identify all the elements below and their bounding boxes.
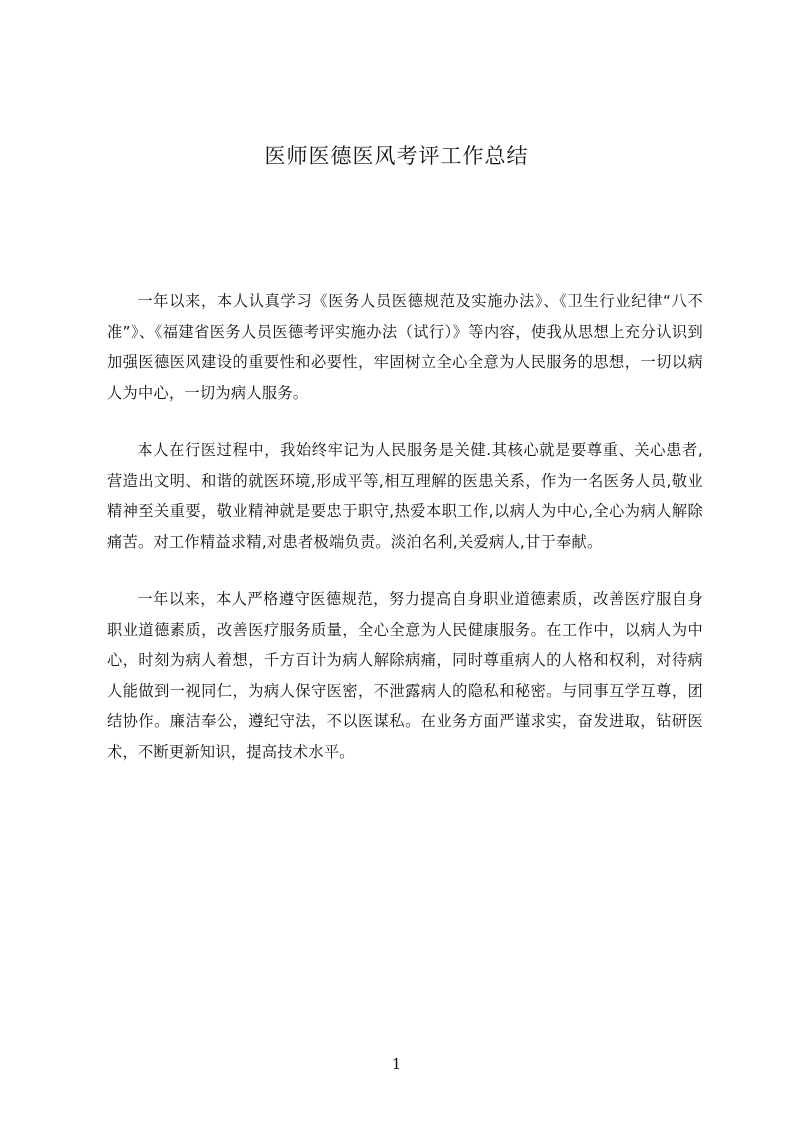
paragraph-practice: 本人在行医过程中，我始终牢记为人民服务是关健.其核心就是要尊重、关心患者,营造出文明、和谐的就医环境,形成平等,相互理解的医患关系，作为一名医务人员,敬业精神至关重要，敬业精神就是要忠于职守,热爱本职工作,以病人为中心,全心为病人解除痛苦。对工作精益求精,对患者极端负责。淡泊名利,关爱病人,甘于奉献。 (107, 441, 703, 551)
paragraph-conduct: 一年以来，本人严格遵守医德规范，努力提高自身职业道德素质，改善医疗服自身职业道德素质，改善医疗服务质量，全心全意为人民健康服务。在工作中，以病人为中心，时刻为病人着想，千方百计为病人解除病痛，同时尊重病人的人格和权利，对待病人能做到一视同仁，为病人保守医密，不泄露病人的隐私和秘密。与同事互学互尊，团结协作。廉洁奉公，遵纪守法，不以医谋私。在业务方面严谨求实，奋发进取，钻研医术，不断更新知识，提高技术水平。 (107, 590, 703, 761)
document-body (107, 286, 703, 794)
page-number: 1 (391, 1055, 402, 1073)
document-title: 医师医德医风考评工作总结 (264, 144, 529, 168)
paragraph-study: 一年以来，本人认真学习《医务人员医德规范及实施办法》、《卫生行业纪律“八不准”》、《福建省医务人员医德考评实施办法（试行）》等内容，使我从思想上充分认识到加强医德医风建设的重要性和必要性，牢固树立全心全意为人民服务的思想，一切以病人为中心，一切为病人服务。 (107, 292, 703, 402)
